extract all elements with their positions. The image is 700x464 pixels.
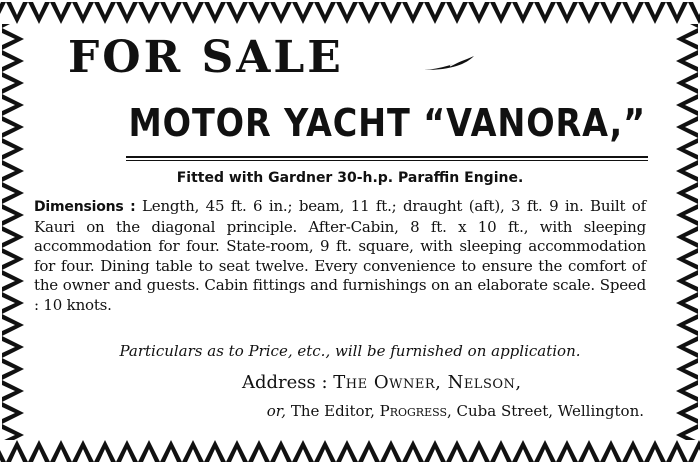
address-line bbox=[242, 372, 522, 393]
engine-line: Fitted with Gardner 30-h.p. Paraffin Engine. bbox=[176, 170, 524, 186]
advertisement bbox=[34, 32, 666, 432]
double-rule-thick bbox=[126, 156, 648, 158]
publication-name: Progress bbox=[379, 402, 447, 420]
yacht-name: MOTOR YACHT “VANORA,” bbox=[128, 101, 646, 145]
zigzag-border-left bbox=[0, 24, 26, 440]
pen-flourish-icon bbox=[422, 54, 476, 74]
zigzag-border-top bbox=[0, 0, 700, 26]
or-label: or, bbox=[266, 402, 287, 420]
dimensions-label: Dimensions : bbox=[34, 199, 136, 215]
double-rule-thin bbox=[126, 160, 648, 161]
headline: FOR SALE bbox=[68, 32, 344, 83]
dimensions-description bbox=[34, 197, 646, 315]
zigzag-border-bottom bbox=[0, 438, 700, 464]
zigzag-border-right bbox=[674, 24, 700, 440]
alternative-address bbox=[267, 402, 644, 420]
editor-suffix: , Cuba Street, Wellington. bbox=[447, 402, 644, 420]
editor-prefix: The Editor, bbox=[286, 402, 380, 420]
particulars-note: Particulars as to Price, etc., will be furnished on application. bbox=[119, 342, 581, 360]
address-name: The Owner, Nelson, bbox=[333, 372, 522, 393]
address-label: Address : bbox=[242, 372, 328, 393]
dimensions-text: Length, 45 ft. 6 in.; beam, 11 ft.; draught (aft), 3 ft. 9 in. Built of Kauri on the diagonal principle. After-Cabin, 8 ft. x 10 ft., with sleeping accommodation for four. State-room, 9 ft. square, with sleeping accommodation for four. Dining table to seat twelve. Every convenience to ensure the comfort of the owner and guests. Cabin fittings and furnishings on an elaborate scale. Speed : 10 knots. bbox=[34, 197, 646, 314]
